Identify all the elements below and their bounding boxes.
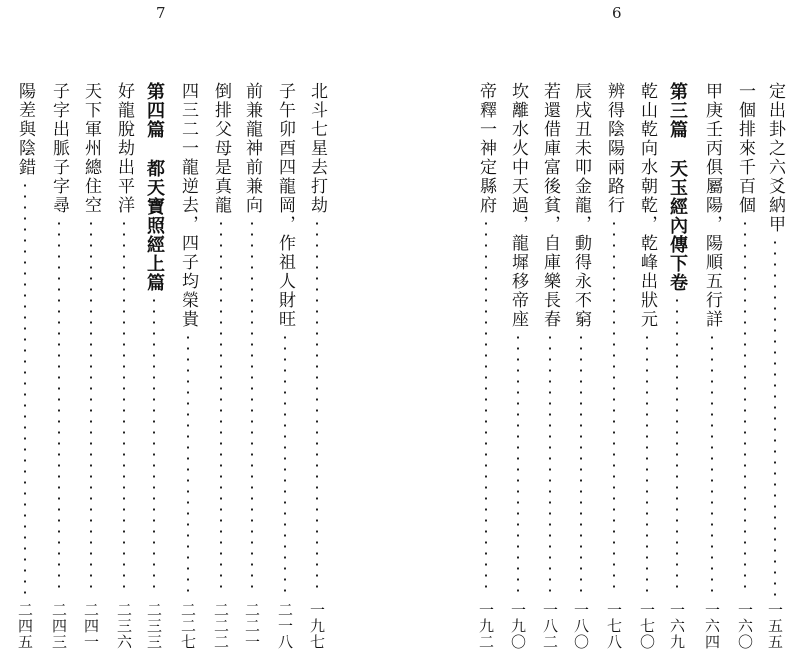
entry-page: 二四三: [50, 602, 68, 650]
entry-title: 倒排父母是真龍: [211, 82, 231, 215]
entry-page: 一八〇: [572, 602, 590, 650]
entry-title: 北斗七星去打劫: [307, 82, 327, 215]
toc-entry: [474, 82, 498, 650]
entry-title: 帝釋一神定縣府: [476, 82, 496, 215]
toc-entry: [569, 82, 593, 650]
leader-dots: [316, 218, 318, 596]
toc-entry: [602, 82, 626, 650]
toc-entry: [700, 82, 724, 650]
leader-dots: [90, 218, 92, 596]
entry-title: 乾山乾向水朝乾，乾峰出狀元: [637, 82, 657, 329]
leader-dots: [646, 332, 648, 596]
entry-title: 陽差與陰錯: [15, 82, 35, 177]
toc-entry: [13, 82, 37, 650]
leader-dots: [58, 218, 60, 596]
leader-dots: [24, 180, 26, 596]
entry-page: 一九〇: [509, 602, 527, 650]
toc-entry: [176, 82, 200, 650]
toc-entry: [209, 82, 233, 650]
entry-page: 二一八: [276, 602, 294, 650]
leader-dots: [485, 218, 487, 596]
page-number-left: 7: [156, 4, 166, 22]
entry-page: 二二二: [212, 602, 230, 650]
part-label: 第四篇: [144, 82, 165, 139]
leader-dots: [549, 332, 551, 596]
entry-title: 一個排來千百個: [735, 82, 755, 215]
leader-dots: [711, 332, 713, 596]
part-label: 第三篇: [667, 82, 688, 139]
entry-page: 二四五: [16, 602, 34, 650]
entry-title: 辰戌丑未叩金龍，動得永不窮: [571, 82, 591, 329]
entry-title: 天下軍州總住空: [81, 82, 101, 215]
leader-dots: [744, 218, 746, 596]
toc-entry: [112, 82, 136, 650]
leader-dots: [251, 218, 253, 596]
toc-entry: [79, 82, 103, 650]
toc-entry: [240, 82, 264, 650]
leader-dots: [153, 295, 155, 596]
leader-dots: [774, 237, 776, 596]
entry-page: 二三六: [115, 602, 133, 650]
part-title: 都天寶照經上篇: [144, 159, 165, 292]
entry-page: 一八二: [541, 602, 559, 650]
toc-entry: [763, 82, 787, 650]
toc-entry: [635, 82, 659, 650]
toc-entry: [305, 82, 329, 650]
entry-page: 二四一: [82, 602, 100, 650]
page-number-right: 6: [612, 4, 622, 22]
entry-page: 一七八: [605, 602, 623, 650]
entry-title: 辨得陰陽兩路行: [604, 82, 624, 215]
part-title: 天玉經內傳下卷: [667, 159, 688, 292]
leader-dots: [187, 332, 189, 596]
entry-title: 定出卦之六爻納甲: [765, 82, 785, 234]
entry-page: 二三三: [145, 602, 163, 650]
entry-title: 好龍脫劫出平洋: [114, 82, 134, 215]
entry-page: 一六四: [703, 602, 721, 650]
leader-dots: [220, 218, 222, 596]
leader-dots: [284, 332, 286, 596]
toc-entry: [47, 82, 71, 650]
toc-heading: [664, 82, 690, 650]
toc-entry: [733, 82, 757, 650]
leader-dots: [580, 332, 582, 596]
toc-entry: [506, 82, 530, 650]
toc-entry: [538, 82, 562, 650]
entry-title: 四三二一龍逆去，四子均榮貴: [178, 82, 198, 329]
leader-dots: [517, 332, 519, 596]
entry-page: 二二一: [243, 602, 261, 650]
entry-title: 若還借庫富後貧，自庫樂長春: [540, 82, 560, 329]
entry-page: 一九二: [477, 602, 495, 650]
toc-entry: [273, 82, 297, 650]
leader-dots: [613, 218, 615, 596]
entry-page: 一六九: [668, 602, 686, 650]
entry-page: 一九七: [308, 602, 326, 650]
entry-title: 坎離水火中天過，龍墀移帝座: [508, 82, 528, 329]
entry-page: 一六〇: [736, 602, 754, 650]
entry-title: 甲庚壬丙俱屬陽，陽順五行詳: [702, 82, 722, 329]
entry-page: 一五五: [766, 602, 784, 650]
leader-dots: [123, 218, 125, 596]
toc-heading: [141, 82, 167, 650]
entry-title: 子午卯酉四龍岡，作祖人財旺: [275, 82, 295, 329]
leader-dots: [676, 295, 678, 596]
entry-title: 子字出脈子字尋: [49, 82, 69, 215]
entry-page: 一七〇: [638, 602, 656, 650]
entry-page: 二二七: [179, 602, 197, 650]
entry-title: 前兼龍神前兼向: [242, 82, 262, 215]
